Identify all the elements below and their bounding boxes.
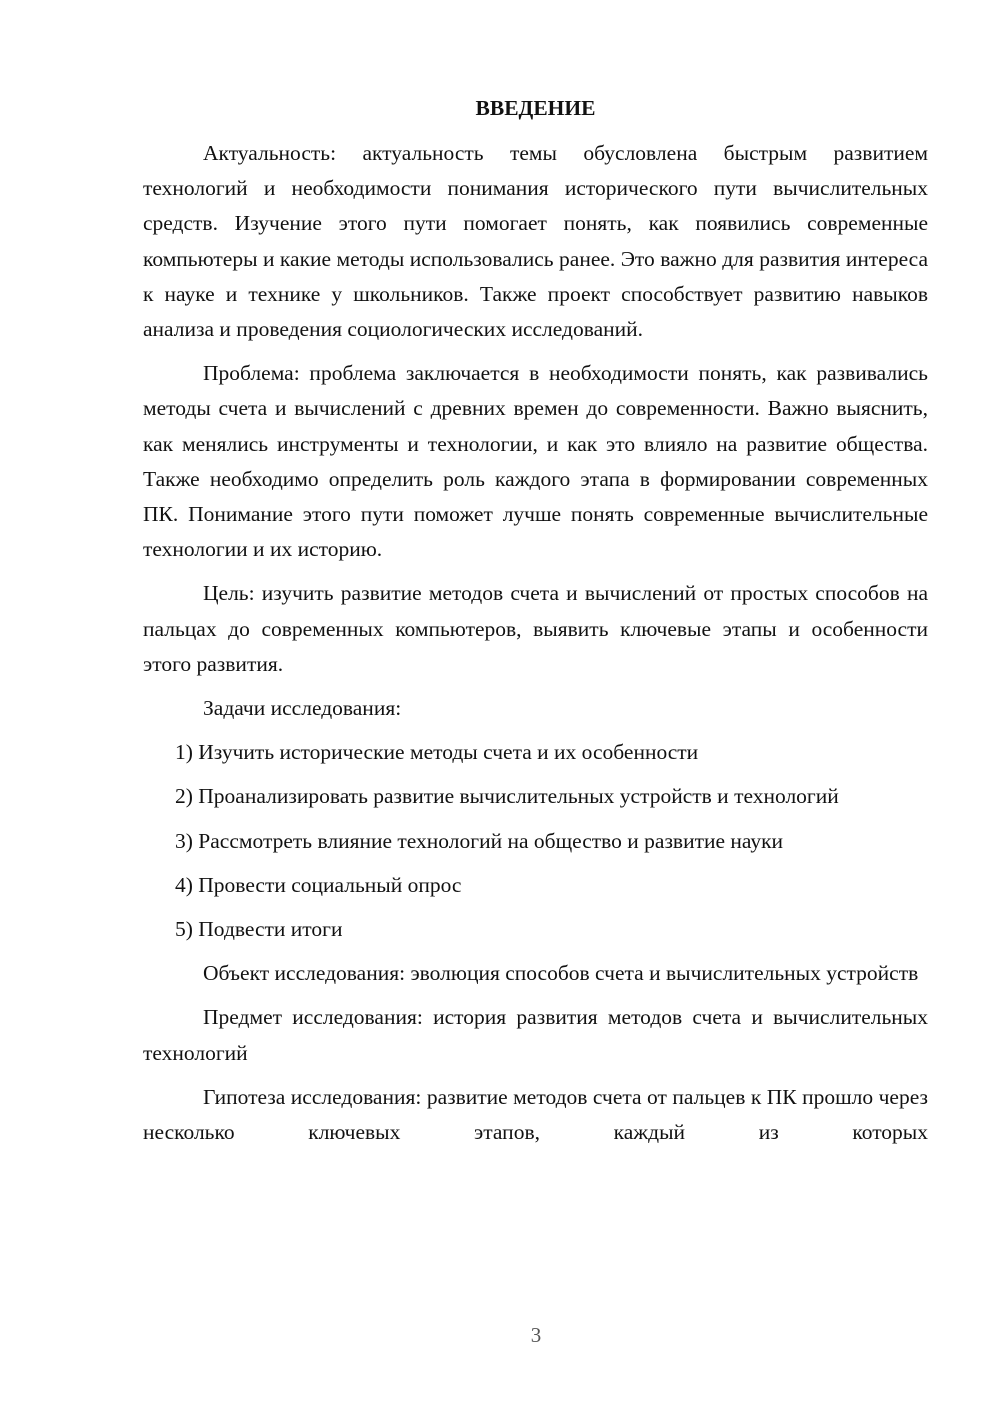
paragraph-relevance: Актуальность: актуальность темы обусловлена быстрым развитием технологий и необходимости понимания исторического пути вычислительных средств. Изучение этого пути помогает понять, как появились современные компьютеры и какие методы использовались ранее. Это важно для развития интереса к науке и технике у школьников. Также проект способствует развитию навыков анализа и проведения социологических исследований. [143, 141, 928, 342]
task-item-5: 5) Подвести итоги [175, 917, 343, 942]
paragraph-goal: Цель: изучить развитие методов счета и вычислений от простых способов на пальцах до современных компьютеров, выявить ключевые этапы и особенности этого развития. [143, 581, 928, 676]
task-item-3: 3) Рассмотреть влияние технологий на общество и развитие науки [175, 828, 784, 853]
document-page [143, 90, 928, 1150]
page-number: 3 [530, 1323, 542, 1347]
paragraph-subject: Предмет исследования: история развития методов счета и вычислительных технологий [143, 1005, 928, 1065]
tasks-heading: Задачи исследования: [203, 696, 402, 721]
paragraph-object: Объект исследования: эволюция способов счета и вычислительных устройств [203, 961, 919, 986]
task-item-2: 2) Проанализировать развитие вычислительных устройств и технологий [175, 784, 839, 809]
paragraph-problem: Проблема: проблема заключается в необходимости понять, как развивались методы счета и вычислений с древних времен до современности. Важно выяснить, как менялись инструменты и технологии, и как это влияло на развитие общества. Также необходимо определить роль каждого этапа в формировании современных ПК. Понимание этого пути поможет лучше понять современные вычислительные технологии и их историю. [143, 361, 928, 562]
paragraph-hypothesis: Гипотеза исследования: развитие методов счета от пальцев к ПК прошло через несколько ключевых этапов, каждый из которых [143, 1084, 928, 1145]
task-item-1: 1) Изучить исторические методы счета и их особенности [175, 740, 699, 765]
section-title: ВВЕДЕНИЕ [475, 96, 596, 120]
task-item-4: 4) Провести социальный опрос [175, 872, 462, 897]
